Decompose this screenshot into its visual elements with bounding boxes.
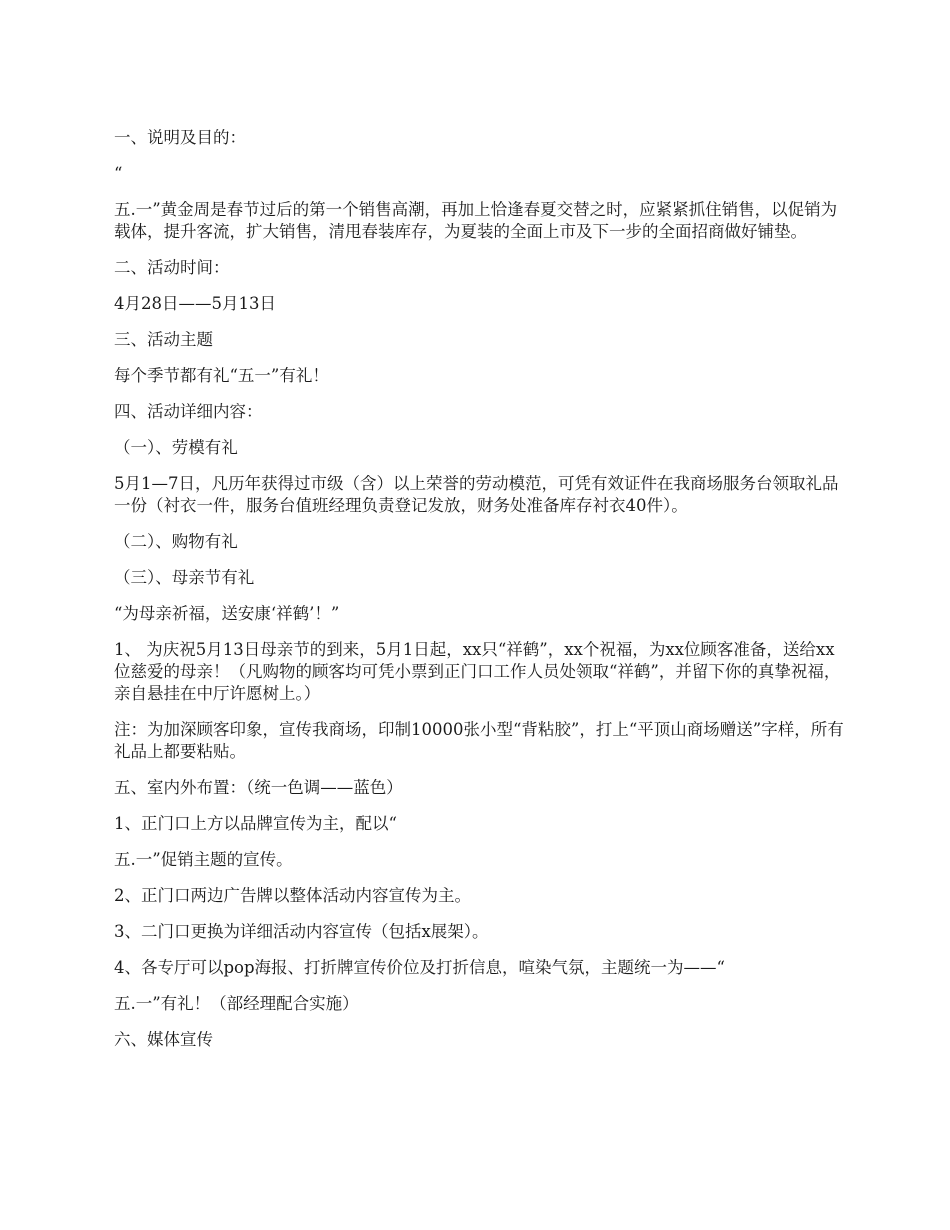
layout-item-4: 4、各专厅可以pop海报、打折牌宣传价位及打折信息，喧染气氛，主题统一为——“ xyxy=(114,958,725,977)
layout-item-3: 3、二门口更换为详细活动内容宣传（包括x展架）。 xyxy=(114,922,489,941)
section-heading-details: 四、活动详细内容： xyxy=(114,402,263,421)
subheading-labor-model: （一）、劳模有礼 xyxy=(114,438,238,457)
section-heading-time: 二、活动时间： xyxy=(114,258,230,277)
section-heading-theme: 三、活动主题 xyxy=(114,330,213,349)
mothers-day-slogan: “为母亲祈福，送安康‘祥鹤’！” xyxy=(114,604,340,623)
section-heading-layout: 五、室内外布置：（统一色调——蓝色） xyxy=(114,778,403,797)
layout-item-4-cont: 五.一”有礼！（部经理配合实施） xyxy=(114,994,359,1013)
purpose-paragraph: 五.一”黄金周是春节过后的第一个销售高潮，再加上恰逢春夏交替之时，应紧紧抓住销售，以促销为载体，提升客流，扩大销售，清甩春装库存，为夏装的全面上市及下一步的全面招商做好铺垫。 xyxy=(114,200,838,241)
note-paragraph: 注：为加深顾客印象，宣传我商场，印制10000张小型“背粘胶”，打上“平顶山商场赠送”字样，所有礼品上都要粘贴。 xyxy=(114,720,844,761)
layout-item-1: 1、正门口上方以品牌宣传为主，配以“ xyxy=(114,814,397,833)
section-heading-media: 六、媒体宣传 xyxy=(114,1030,213,1049)
subheading-shopping-gift: （二）、购物有礼 xyxy=(114,532,238,551)
section-heading-purpose: 一、说明及目的： xyxy=(114,128,246,147)
activity-dates: 4月28日——5月13日 xyxy=(114,294,276,313)
quote-mark-line: “ xyxy=(114,164,123,183)
labor-model-paragraph: 5月1—7日，凡历年获得过市级（含）以上荣誉的劳动模范，可凭有效证件在我商场服务台领取礼品一份（衬衣一件，服务台值班经理负责登记发放，财务处准备库存衬衣40件）。 xyxy=(114,474,839,515)
layout-item-2: 2、正门口两边广告牌以整体活动内容宣传为主。 xyxy=(114,886,471,905)
layout-item-1-cont: 五.一”促销主题的宣传。 xyxy=(114,850,293,869)
mothers-day-paragraph: 1、 为庆祝5月13日母亲节的到来，5月1日起，xx只“祥鹤”，xx个祝福，为xx位顾客准备，送给xx位慈爱的母亲！（凡购物的顾客均可凭小票到正门口工作人员处领取“祥鹤”，并留下你的真挚祝福，亲自悬挂在中厅许愿树上。） xyxy=(114,640,841,703)
subheading-mothers-day: （三）、母亲节有礼 xyxy=(114,568,255,587)
theme-text: 每个季节都有礼“五一”有礼！ xyxy=(114,366,329,385)
document-body xyxy=(114,127,844,1065)
